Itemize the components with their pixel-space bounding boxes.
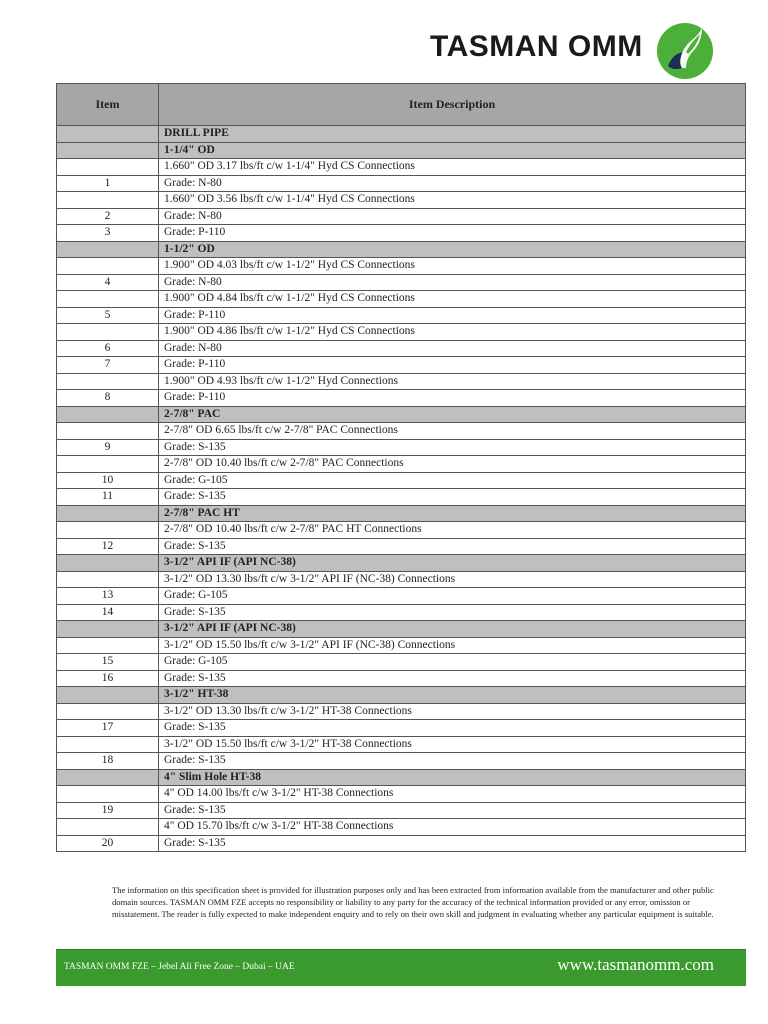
item-number-cell: 1 [57,175,159,192]
item-number-cell: 14 [57,604,159,621]
table-row [57,340,746,357]
section-heading-cell: 2-7/8" PAC [159,406,746,423]
item-number-cell [57,621,159,638]
table-row [57,208,746,225]
item-number-cell: 18 [57,753,159,770]
item-description-cell: 2-7/8" OD 10.40 lbs/ft c/w 2-7/8" PAC HT Connections [159,522,746,539]
item-number-cell: 5 [57,307,159,324]
item-number-cell [57,505,159,522]
item-description-cell: Grade: G-105 [159,654,746,671]
item-number-cell [57,241,159,258]
item-description-cell: Grade: N-80 [159,208,746,225]
table-row [57,225,746,242]
table-header-row [57,84,746,126]
item-number-cell: 8 [57,390,159,407]
table-row [57,192,746,209]
table-row [57,654,746,671]
section-heading-cell: 3-1/2" API IF (API NC-38) [159,621,746,638]
item-number-cell [57,522,159,539]
section-row [57,621,746,638]
section-heading-cell: 1-1/4" OD [159,142,746,159]
table-row [57,456,746,473]
item-number-cell [57,555,159,572]
item-description-cell: Grade: S-135 [159,670,746,687]
item-number-cell [57,423,159,440]
item-description-cell: 1.900" OD 4.93 lbs/ft c/w 1-1/2" Hyd Connections [159,373,746,390]
item-description-cell: Grade: S-135 [159,835,746,852]
item-number-cell [57,126,159,143]
table-row [57,571,746,588]
section-row [57,406,746,423]
footer-website-link[interactable]: www.tasmanomm.com [557,955,714,974]
item-description-cell: Grade: S-135 [159,439,746,456]
item-number-cell [57,703,159,720]
item-description-cell: Grade: P-110 [159,357,746,374]
footer-bar [56,949,746,986]
item-description-cell: Grade: G-105 [159,588,746,605]
table-row [57,703,746,720]
item-description-cell: 1.660" OD 3.56 lbs/ft c/w 1-1/4" Hyd CS Connections [159,192,746,209]
item-description-cell: Grade: S-135 [159,802,746,819]
item-description-cell: Grade: P-110 [159,225,746,242]
item-description-cell: 3-1/2" OD 15.50 lbs/ft c/w 3-1/2" HT-38 Connections [159,736,746,753]
item-number-cell [57,687,159,704]
section-row [57,142,746,159]
section-heading-cell: 1-1/2" OD [159,241,746,258]
table-row [57,373,746,390]
item-number-cell: 4 [57,274,159,291]
item-number-cell: 19 [57,802,159,819]
item-description-cell: Grade: N-80 [159,274,746,291]
item-description-cell: Grade: S-135 [159,753,746,770]
table-row [57,472,746,489]
item-description-cell: 4" OD 15.70 lbs/ft c/w 3-1/2" HT-38 Connections [159,819,746,836]
table-row [57,720,746,737]
table-row [57,522,746,539]
table-row [57,159,746,176]
table-row [57,835,746,852]
item-description-cell: 2-7/8" OD 6.65 lbs/ft c/w 2-7/8" PAC Connections [159,423,746,440]
item-number-cell: 20 [57,835,159,852]
item-number-cell [57,324,159,341]
item-number-cell [57,192,159,209]
section-row [57,126,746,143]
table-row [57,307,746,324]
item-number-cell [57,291,159,308]
item-number-cell: 7 [57,357,159,374]
item-number-cell: 12 [57,538,159,555]
item-number-cell: 9 [57,439,159,456]
table-row [57,324,746,341]
item-number-cell [57,258,159,275]
section-row [57,687,746,704]
item-description-cell: 3-1/2" OD 15.50 lbs/ft c/w 3-1/2" API IF (NC-38) Connections [159,637,746,654]
header-item-description: Item Description [159,84,746,126]
item-number-cell [57,819,159,836]
item-number-cell [57,786,159,803]
item-description-cell: Grade: S-135 [159,720,746,737]
item-description-cell: 4" OD 14.00 lbs/ft c/w 3-1/2" HT-38 Connections [159,786,746,803]
footer-address: TASMAN OMM FZE – Jebel Ali Free Zone – Dubai – UAE [64,962,295,972]
table-row [57,291,746,308]
section-heading-cell: 2-7/8" PAC HT [159,505,746,522]
item-number-cell [57,637,159,654]
table-body [57,126,746,852]
table-row [57,175,746,192]
table-row [57,670,746,687]
item-number-cell [57,736,159,753]
item-number-cell: 16 [57,670,159,687]
table-row [57,753,746,770]
brand-name: TASMAN OMM [430,30,643,63]
section-row [57,769,746,786]
item-description-cell: 1.660" OD 3.17 lbs/ft c/w 1-1/4" Hyd CS Connections [159,159,746,176]
section-row [57,241,746,258]
item-number-cell: 17 [57,720,159,737]
item-number-cell [57,456,159,473]
tasman-omm-logo-icon [656,22,714,80]
item-description-cell: Grade: P-110 [159,390,746,407]
item-number-cell [57,159,159,176]
table-row [57,802,746,819]
table-row [57,258,746,275]
item-description-cell: Grade: S-135 [159,604,746,621]
table-row [57,538,746,555]
header-item: Item [57,84,159,126]
item-number-cell [57,406,159,423]
item-description-cell: Grade: S-135 [159,489,746,506]
item-description-cell: Grade: N-80 [159,340,746,357]
item-number-cell: 10 [57,472,159,489]
table-row [57,423,746,440]
table-row [57,786,746,803]
specification-table [56,83,746,852]
item-description-cell: Grade: N-80 [159,175,746,192]
section-row [57,555,746,572]
table-row [57,489,746,506]
item-description-cell: Grade: P-110 [159,307,746,324]
table-row [57,819,746,836]
disclaimer-text: The information on this specification sheet is provided for illustration purposes only and has been extracted from information available from the manufacturer and other public domain sources. TASMAN OMM FZE accepts no responsibility or liability to any party for the accuracy of the technical information provided or any error, omission or misstatement. The reader is fully expected to make independent enquiry and to rely on their own skill and judgment in evaluating whether any particular equipment is suitable. [112,885,714,919]
item-number-cell [57,571,159,588]
item-description-cell: 3-1/2" OD 13.30 lbs/ft c/w 3-1/2" API IF (NC-38) Connections [159,571,746,588]
table-row [57,736,746,753]
item-number-cell [57,769,159,786]
item-description-cell: 1.900" OD 4.03 lbs/ft c/w 1-1/2" Hyd CS Connections [159,258,746,275]
table-row [57,390,746,407]
table-row [57,637,746,654]
item-description-cell: Grade: G-105 [159,472,746,489]
brand-logo [430,22,720,82]
item-number-cell [57,142,159,159]
section-heading-cell: 3-1/2" HT-38 [159,687,746,704]
item-description-cell: 3-1/2" OD 13.30 lbs/ft c/w 3-1/2" HT-38 Connections [159,703,746,720]
table-row [57,274,746,291]
item-description-cell: 2-7/8" OD 10.40 lbs/ft c/w 2-7/8" PAC Connections [159,456,746,473]
item-description-cell: 1.900" OD 4.86 lbs/ft c/w 1-1/2" Hyd CS Connections [159,324,746,341]
table-row [57,588,746,605]
item-number-cell [57,373,159,390]
item-number-cell: 15 [57,654,159,671]
section-heading-cell: 4" Slim Hole HT-38 [159,769,746,786]
section-row [57,505,746,522]
table-row [57,604,746,621]
item-number-cell: 6 [57,340,159,357]
section-heading-cell: 3-1/2" API IF (API NC-38) [159,555,746,572]
item-number-cell: 13 [57,588,159,605]
table-row [57,439,746,456]
section-heading-cell: DRILL PIPE [159,126,746,143]
item-description-cell: 1.900" OD 4.84 lbs/ft c/w 1-1/2" Hyd CS Connections [159,291,746,308]
item-number-cell: 3 [57,225,159,242]
table-row [57,357,746,374]
item-number-cell: 11 [57,489,159,506]
item-number-cell: 2 [57,208,159,225]
item-description-cell: Grade: S-135 [159,538,746,555]
